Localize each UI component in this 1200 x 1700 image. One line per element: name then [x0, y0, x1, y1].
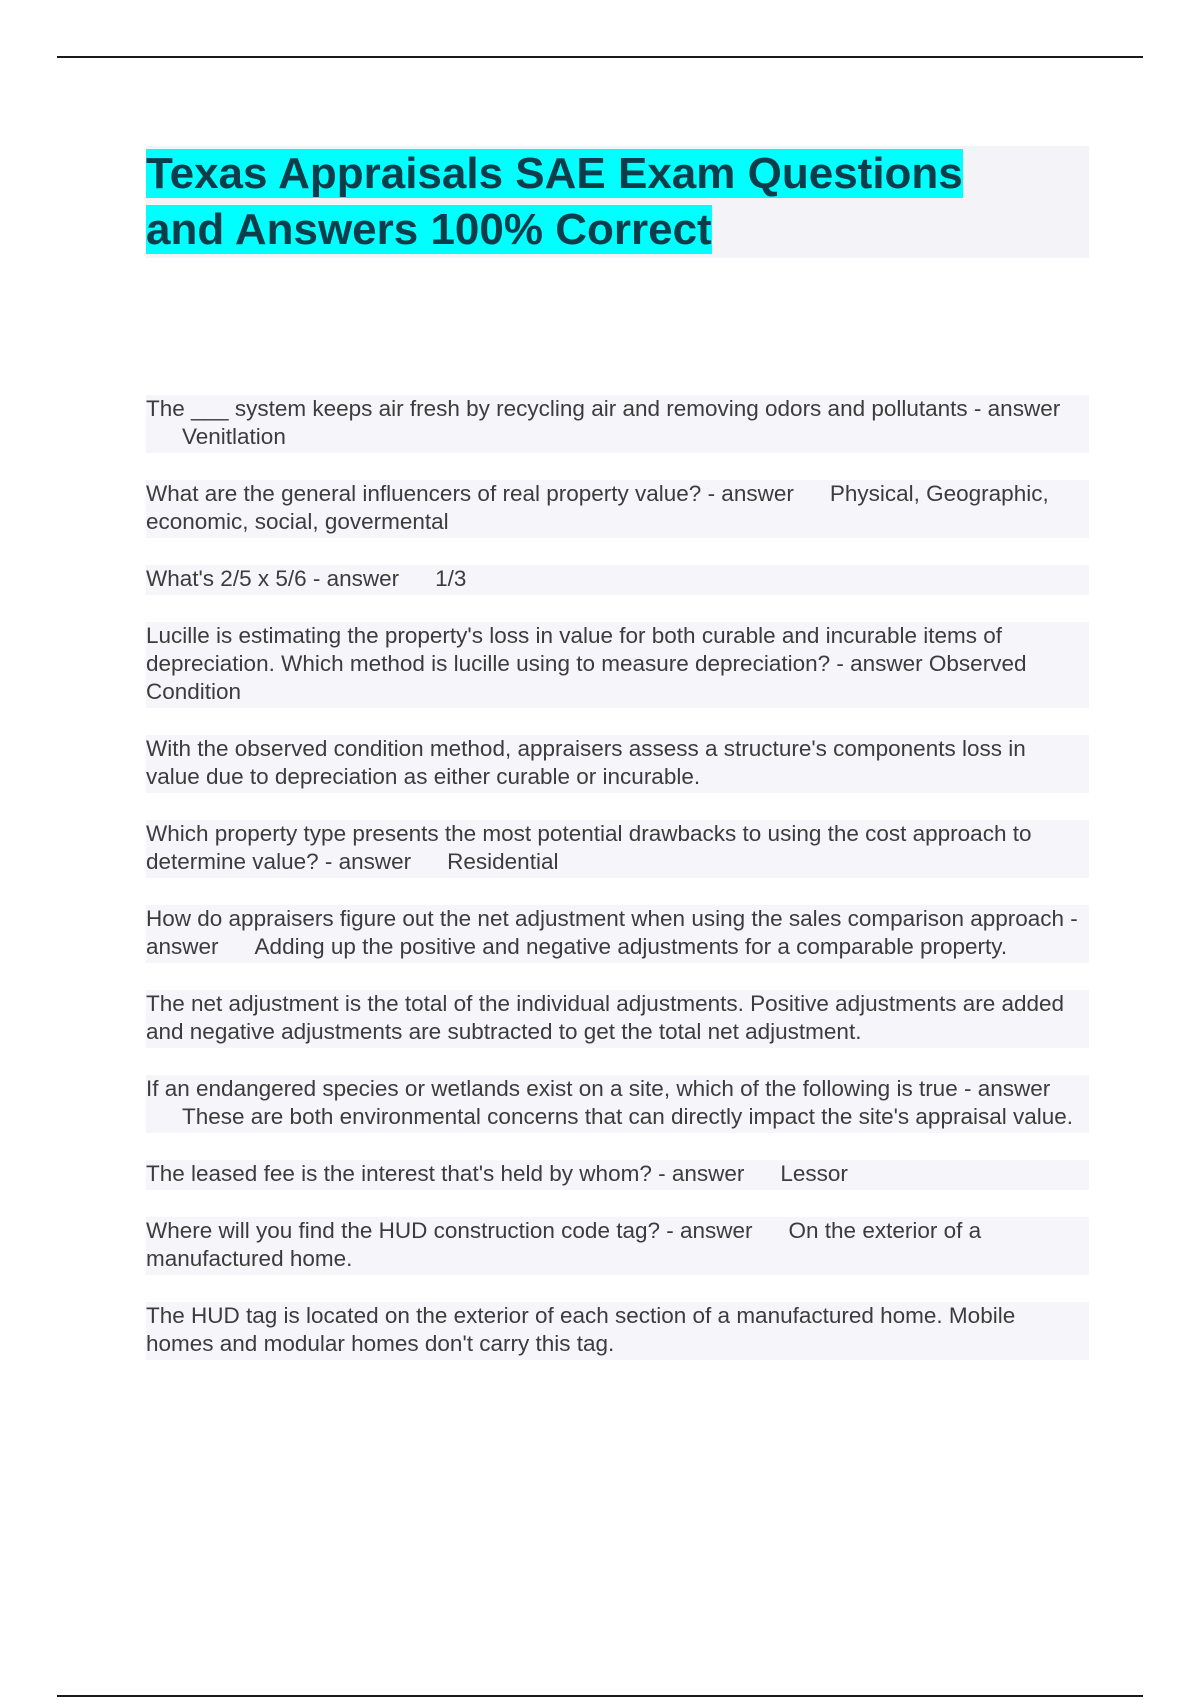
- question-text: How do appraisers figure out the net adjustment when using the sales comparison approach - answer: [146, 906, 1078, 959]
- answer-text: Observed Condition: [146, 651, 1027, 704]
- question-text: The ___ system keeps air fresh by recycling air and removing odors and pollutants - answer: [146, 396, 1061, 421]
- explanation-text: With the observed condition method, appraisers assess a structure's components loss in value due to depreciation as either curable or incurable.: [146, 736, 1026, 789]
- qa-item: [146, 565, 1089, 595]
- question-text: Where will you find the HUD construction code tag? - answer: [146, 1218, 753, 1243]
- qa-item: [146, 395, 1089, 453]
- qa-item: [146, 1160, 1089, 1190]
- question-text: If an endangered species or wetlands exist on a site, which of the following is true - answer: [146, 1076, 1051, 1101]
- answer-text: These are both environmental concerns that can directly impact the site's appraisal value.: [182, 1104, 1074, 1129]
- footer-rule: [57, 1695, 1143, 1697]
- answer-text: Physical, Geographic, economic, social, govermental: [146, 481, 1049, 534]
- qa-item: [146, 1217, 1089, 1275]
- explanation-text: The HUD tag is located on the exterior of each section of a manufactured home. Mobile homes and modular homes don't carry this tag.: [146, 1303, 1016, 1356]
- question-text: The leased fee is the interest that's held by whom? - answer: [146, 1161, 745, 1186]
- explanation-text: The net adjustment is the total of the individual adjustments. Positive adjustments are added and negative adjustments are subtracted to get the total net adjustment.: [146, 991, 1065, 1044]
- explanation-item: [146, 990, 1089, 1048]
- explanation-item: [146, 1302, 1089, 1360]
- qa-item: [146, 480, 1089, 538]
- qa-item: [146, 820, 1089, 878]
- title-line-2: and Answers 100% Correct: [146, 205, 712, 254]
- qa-list: [146, 395, 1089, 1360]
- title-block: [146, 146, 1089, 258]
- header-rule: [57, 56, 1143, 58]
- answer-text: Venitlation: [182, 424, 286, 449]
- answer-text: Residential: [447, 849, 559, 874]
- answer-text: Lessor: [780, 1161, 848, 1186]
- title-line-1: Texas Appraisals SAE Exam Questions: [146, 149, 963, 198]
- answer-text: Adding up the positive and negative adjustments for a comparable property.: [254, 934, 1008, 959]
- question-text: Which property type presents the most potential drawbacks to using the cost approach to determine value? - answer: [146, 821, 1032, 874]
- answer-text: 1/3: [435, 566, 467, 591]
- qa-item: [146, 905, 1089, 963]
- question-text: What's 2/5 x 5/6 - answer: [146, 566, 400, 591]
- explanation-item: [146, 735, 1089, 793]
- qa-item: [146, 622, 1089, 708]
- document-body: [146, 146, 1089, 1387]
- document-title: [146, 146, 1089, 258]
- qa-item: [146, 1075, 1089, 1133]
- answer-text: On the exterior of a manufactured home.: [146, 1218, 982, 1271]
- question-text: Lucille is estimating the property's loss in value for both curable and incurable items of depreciation. Which method is lucille using to measure depreciation? - answer: [146, 623, 1002, 676]
- question-text: What are the general influencers of real property value? - answer: [146, 481, 794, 506]
